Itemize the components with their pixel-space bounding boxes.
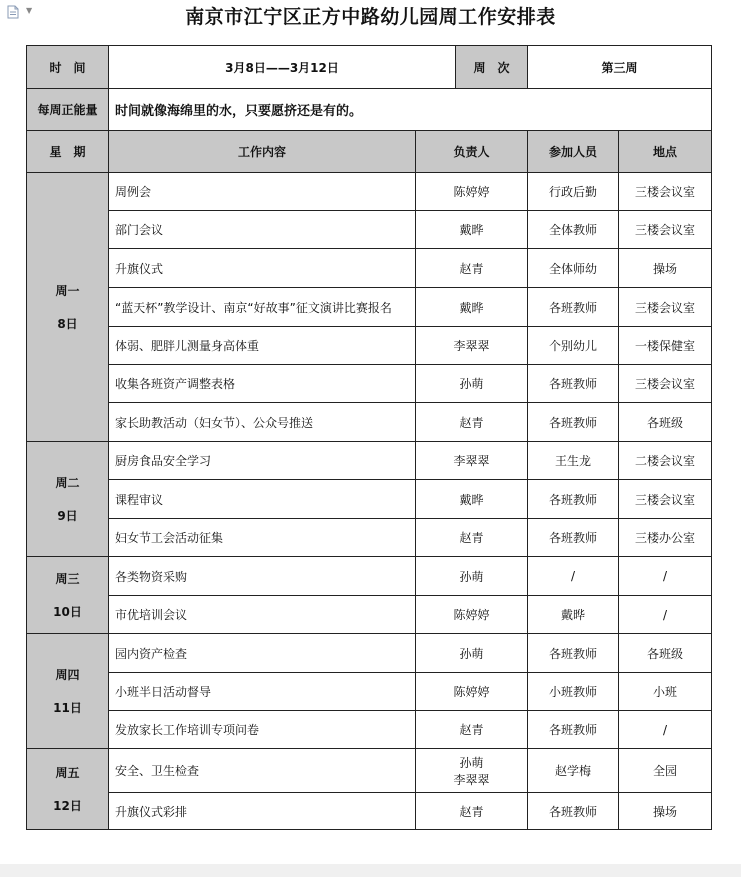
task-participants: 各班教师: [528, 480, 619, 519]
task-location: 二楼会议室: [619, 442, 712, 480]
table-row: [27, 793, 712, 830]
table-row: [27, 442, 712, 480]
header-row-time: [27, 46, 712, 89]
table-row: [27, 173, 712, 211]
dropdown-caret-icon[interactable]: ▼: [26, 6, 33, 15]
day-date: 8日: [57, 317, 78, 331]
day-date: 12日: [53, 799, 82, 813]
table-row: [27, 327, 712, 365]
task-location: 三楼会议室: [619, 211, 712, 249]
task-content: 妇女节工会活动征集: [109, 519, 416, 557]
task-participants: 赵学梅: [528, 749, 619, 793]
task-owner: 陈婷婷: [416, 596, 528, 634]
bottom-status-bar: [0, 864, 741, 877]
day-cell: [27, 442, 109, 557]
col-location: 地点: [619, 131, 712, 173]
task-location: 一楼保健室: [619, 327, 712, 365]
day-name: 周三: [55, 572, 80, 586]
table-row: [27, 749, 712, 793]
table-row: [27, 288, 712, 327]
day-date: 11日: [53, 701, 82, 715]
task-participants: 各班教师: [528, 365, 619, 403]
table-row: [27, 673, 712, 711]
task-owner: 赵青: [416, 711, 528, 749]
task-content: 收集各班资产调整表格: [109, 365, 416, 403]
task-owner: 赵青: [416, 793, 528, 830]
task-owner: 戴晔: [416, 288, 528, 327]
table-row: [27, 634, 712, 673]
column-header-row: [27, 131, 712, 173]
time-value: 3月8日——3月12日: [109, 46, 456, 89]
col-content: 工作内容: [109, 131, 416, 173]
table-row: [27, 403, 712, 442]
document-title: 南京市江宁区正方中路幼儿园周工作安排表: [185, 6, 556, 28]
task-owner: 戴晔: [416, 211, 528, 249]
task-participants: /: [528, 557, 619, 596]
task-location: /: [619, 711, 712, 749]
task-participants: 个别幼儿: [528, 327, 619, 365]
table-row: [27, 596, 712, 634]
task-owner: 李翠翠: [416, 442, 528, 480]
motto-text: 时间就像海绵里的水，只要愿挤还是有的。: [109, 89, 712, 131]
task-owner: 戴晔: [416, 480, 528, 519]
task-participants: 王生龙: [528, 442, 619, 480]
day-date: 9日: [57, 509, 78, 523]
task-participants: 各班教师: [528, 288, 619, 327]
task-content: “蓝天杯”教学设计、南京“好故事”征文演讲比赛报名: [109, 288, 416, 327]
table-row: [27, 557, 712, 596]
col-owner: 负责人: [416, 131, 528, 173]
task-participants: 行政后勤: [528, 173, 619, 211]
task-owner: 孙萌 李翠翠: [416, 749, 528, 793]
day-cell: [27, 749, 109, 830]
col-participants: 参加人员: [528, 131, 619, 173]
task-content: 家长助教活动（妇女节）、公众号推送: [109, 403, 416, 442]
task-content: 体弱、肥胖儿测量身高体重: [109, 327, 416, 365]
task-location: 操场: [619, 249, 712, 288]
task-participants: 全体教师: [528, 211, 619, 249]
task-location: /: [619, 596, 712, 634]
task-location: 三楼会议室: [619, 288, 712, 327]
motto-label: 每周正能量: [27, 89, 109, 131]
header-row-motto: [27, 89, 712, 131]
week-label: 周 次: [456, 46, 528, 89]
task-owner: 孙萌: [416, 365, 528, 403]
day-name: 周一: [55, 284, 80, 298]
task-owner: 孙萌: [416, 557, 528, 596]
day-date: 10日: [53, 605, 82, 619]
task-content: 小班半日活动督导: [109, 673, 416, 711]
week-value: 第三周: [528, 46, 712, 89]
task-participants: 小班教师: [528, 673, 619, 711]
task-owner: 陈婷婷: [416, 173, 528, 211]
task-owner: 陈婷婷: [416, 673, 528, 711]
task-content: 安全、卫生检查: [109, 749, 416, 793]
task-content: 各类物资采购: [109, 557, 416, 596]
task-content: 园内资产检查: [109, 634, 416, 673]
day-cell: [27, 173, 109, 442]
time-label: 时 间: [27, 46, 109, 89]
task-content: 部门会议: [109, 211, 416, 249]
task-owner: 赵青: [416, 519, 528, 557]
task-location: 三楼办公室: [619, 519, 712, 557]
task-content: 课程审议: [109, 480, 416, 519]
task-content: 厨房食品安全学习: [109, 442, 416, 480]
table-row: [27, 519, 712, 557]
task-location: 全园: [619, 749, 712, 793]
task-location: 小班: [619, 673, 712, 711]
task-content: 市优培训会议: [109, 596, 416, 634]
task-owner: 孙萌: [416, 634, 528, 673]
task-participants: 各班教师: [528, 519, 619, 557]
task-participants: 各班教师: [528, 403, 619, 442]
schedule-table: [26, 45, 712, 830]
table-row: [27, 711, 712, 749]
task-location: 各班级: [619, 403, 712, 442]
day-cell: [27, 557, 109, 634]
task-owner: 赵青: [416, 403, 528, 442]
task-location: 三楼会议室: [619, 480, 712, 519]
task-owner: 李翠翠: [416, 327, 528, 365]
day-name: 周二: [55, 476, 80, 490]
task-location: 三楼会议室: [619, 173, 712, 211]
task-participants: 各班教师: [528, 634, 619, 673]
task-content: 周例会: [109, 173, 416, 211]
task-content: 发放家长工作培训专项问卷: [109, 711, 416, 749]
task-participants: 各班教师: [528, 711, 619, 749]
day-cell: [27, 634, 109, 749]
table-row: [27, 211, 712, 249]
task-participants: 全体师幼: [528, 249, 619, 288]
task-participants: 各班教师: [528, 793, 619, 830]
task-owner: 赵青: [416, 249, 528, 288]
table-row: [27, 365, 712, 403]
task-participants: 戴晔: [528, 596, 619, 634]
task-location: 各班级: [619, 634, 712, 673]
task-location: 操场: [619, 793, 712, 830]
task-content: 升旗仪式彩排: [109, 793, 416, 830]
day-name: 周五: [55, 766, 80, 780]
col-day: 星 期: [27, 131, 109, 173]
table-row: [27, 249, 712, 288]
table-row: [27, 480, 712, 519]
task-location: 三楼会议室: [619, 365, 712, 403]
task-location: /: [619, 557, 712, 596]
task-content: 升旗仪式: [109, 249, 416, 288]
day-name: 周四: [55, 668, 80, 682]
